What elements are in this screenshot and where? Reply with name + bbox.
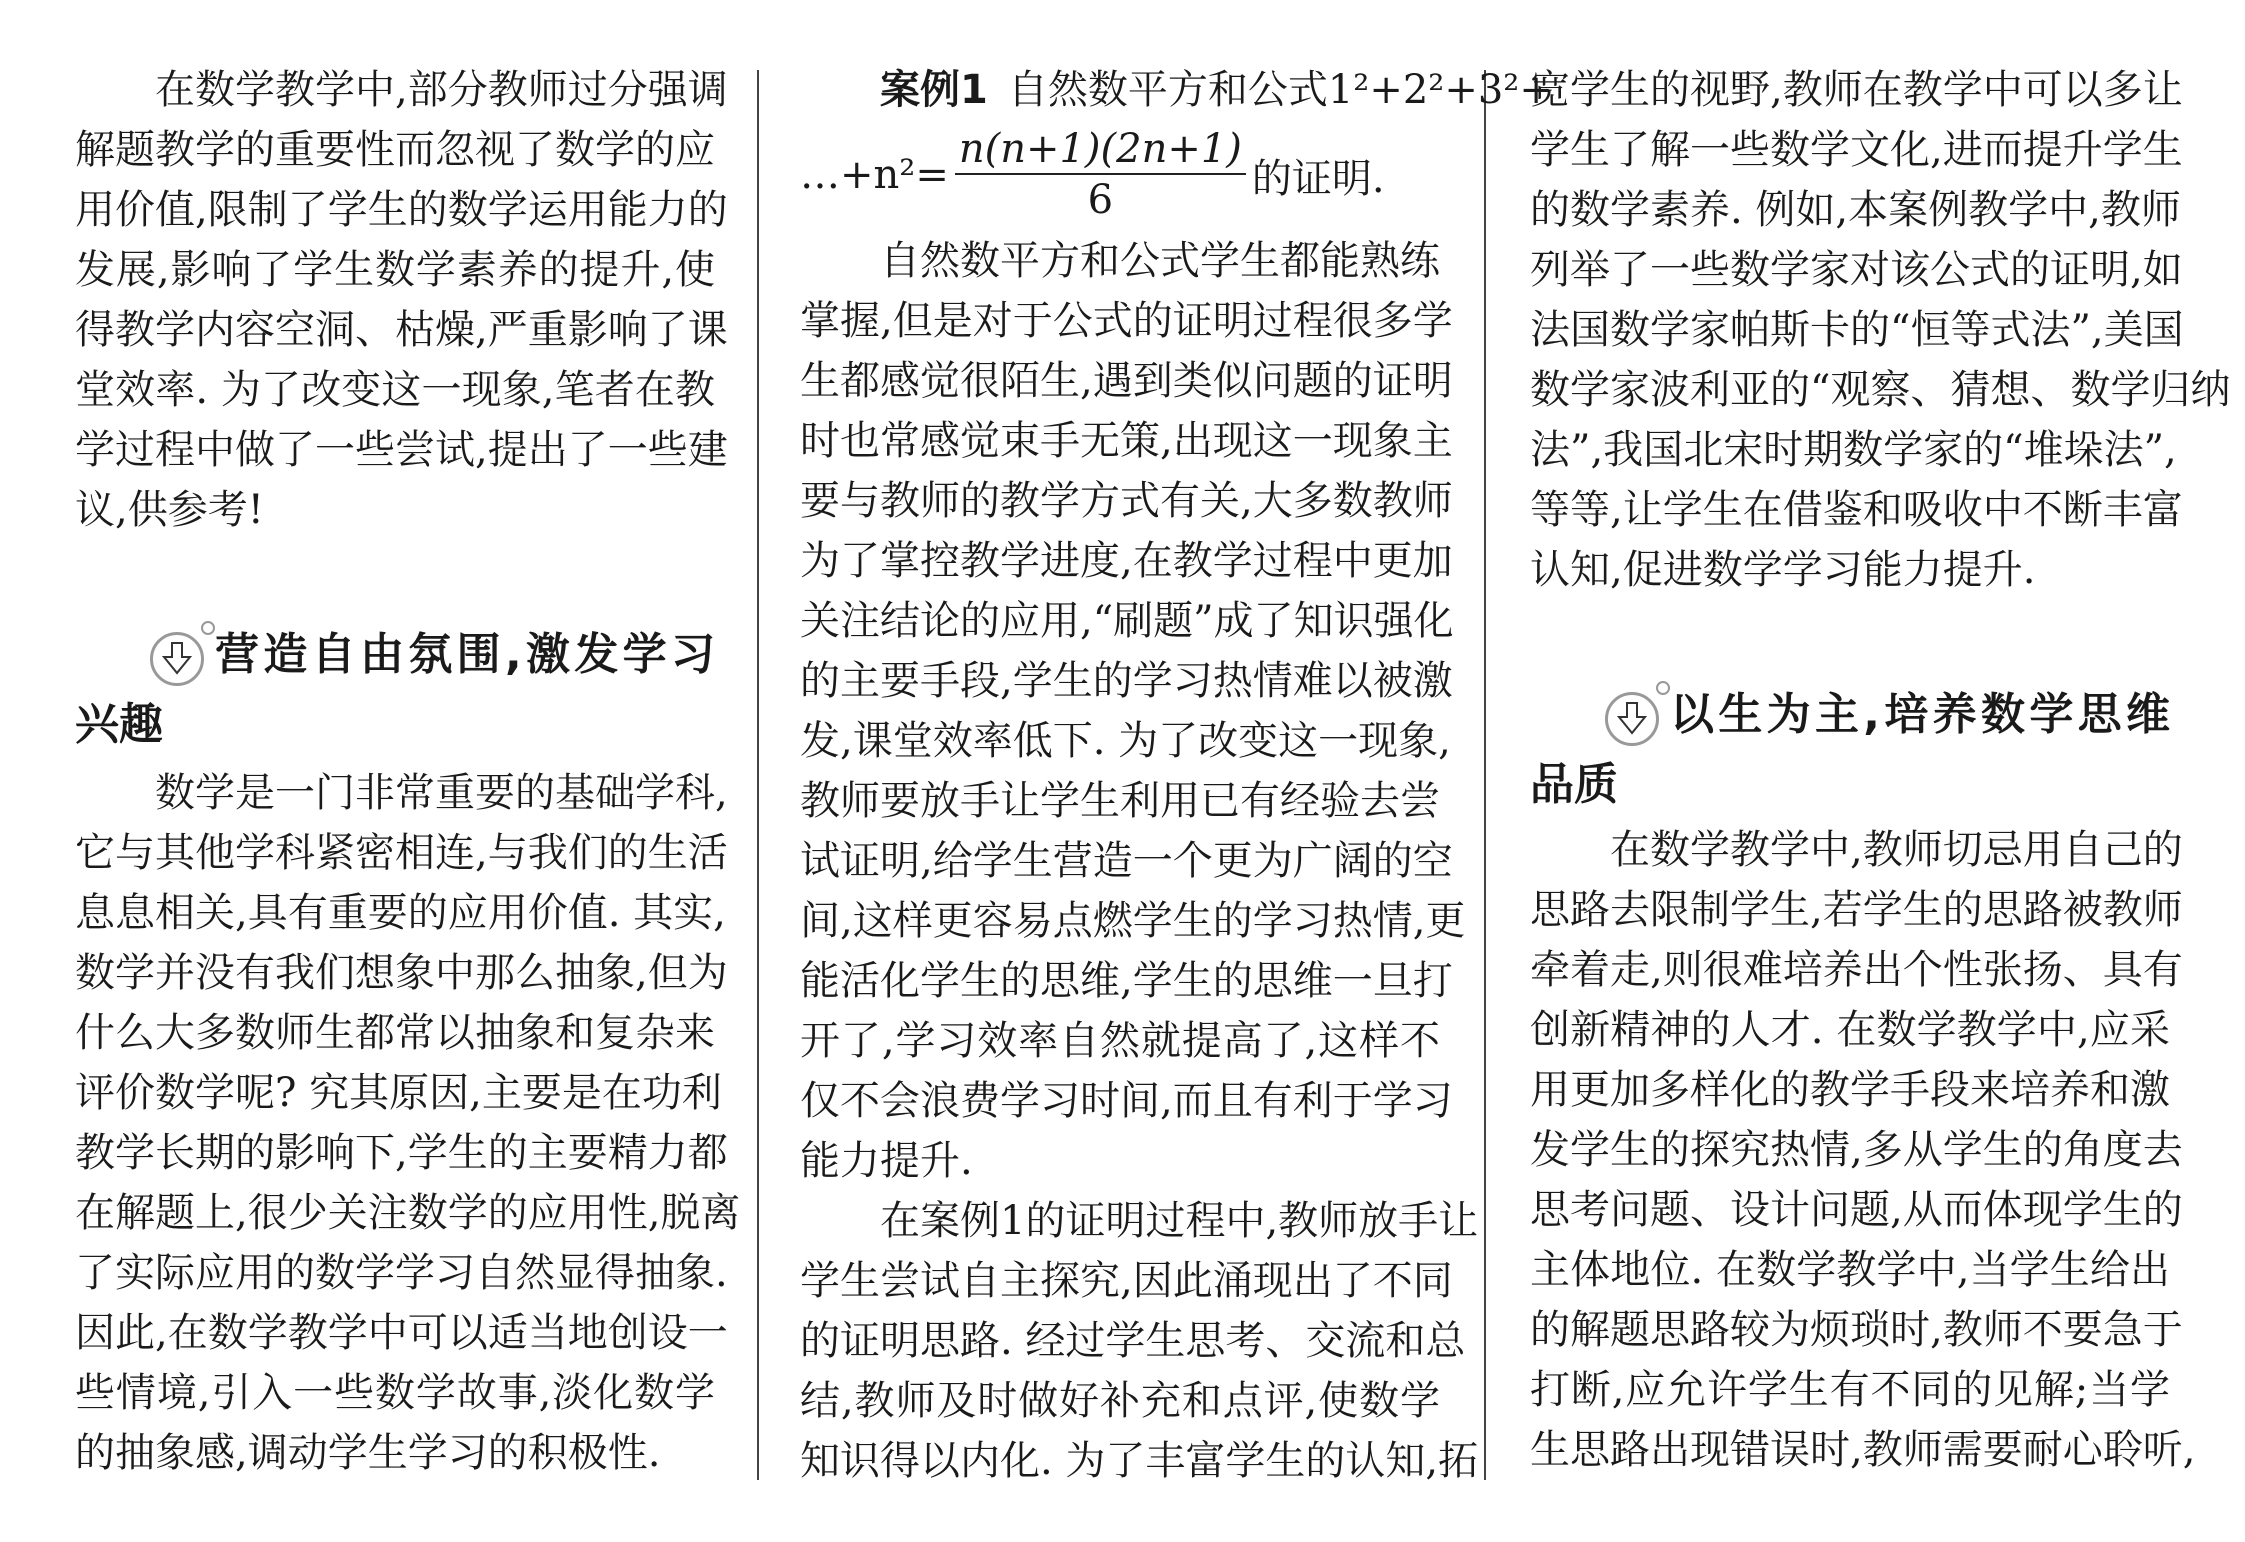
text-line: 开了,学习效率自然就提高了,这样不 — [800, 1018, 1440, 1064]
text-line: 在数学教学中,教师切忌用自己的 — [1610, 827, 2183, 873]
text-line: 数学家波利亚的“观察、猜想、数学归纳 — [1530, 367, 2231, 413]
text-line: 能力提升. — [800, 1138, 973, 1184]
column-divider — [757, 70, 759, 1480]
text-line: 创新精神的人才. 在数学教学中,应采 — [1530, 1007, 2170, 1053]
text-line: 关注结论的应用,“刷题”成了知识强化 — [800, 598, 1454, 644]
text-line: 议,供参考! — [75, 487, 264, 533]
text-line: 用更加多样化的教学手段来培养和激 — [1530, 1067, 2170, 1113]
text-line: 评价数学呢? 究其原因,主要是在功利 — [75, 1070, 722, 1116]
text-line: 数学并没有我们想象中那么抽象,但为 — [75, 950, 728, 996]
fraction-denominator: 6 — [1087, 177, 1114, 223]
text-line: 的证明思路. 经过学生思考、交流和总 — [800, 1318, 1466, 1364]
text-line: 列举了一些数学家对该公式的证明,如 — [1530, 247, 2183, 293]
text-line: 它与其他学科紧密相连,与我们的生活 — [75, 830, 728, 876]
formula — [800, 120, 1440, 230]
text-line: 仅不会浪费学习时间,而且有利于学习 — [800, 1078, 1453, 1124]
text-line: 教师要放手让学生利用已有经验去尝 — [800, 778, 1440, 824]
text-line: 发,课堂效率低下. 为了改变这一现象, — [800, 718, 1451, 764]
paragraph — [800, 231, 1466, 1191]
text-line: 得教学内容空洞、枯燥,严重影响了课 — [75, 307, 728, 353]
text-line: 用价值,限制了学生的数学运用能力的 — [75, 187, 728, 233]
section-heading — [1530, 680, 2170, 820]
formula-suffix: 的证明. — [1251, 155, 1385, 202]
text-line: 时也常感觉束手无策,出现这一现象主 — [800, 418, 1453, 464]
fraction-numerator: n(n+1)(2n+1) — [955, 125, 1246, 175]
text-line: 生都感觉很陌生,遇到类似问题的证明 — [800, 358, 1453, 404]
text-line: 学过程中做了一些尝试,提出了一些建 — [75, 427, 728, 473]
text-line: 发展,影响了学生数学素养的提升,使 — [75, 247, 715, 293]
heading-text: 以生为主,培养数学思维 — [1670, 689, 2170, 740]
paragraph — [75, 763, 741, 1483]
text-line: 学生了解一些数学文化,进而提升学生 — [1530, 127, 2183, 173]
text-line: 知识得以内化. 为了丰富学生的认知,拓 — [800, 1438, 1479, 1484]
fraction — [955, 125, 1246, 225]
text-line: 发学生的探究热情,多从学生的角度去 — [1530, 1127, 2183, 1173]
case-label: 案例1 — [880, 67, 988, 113]
paragraph — [75, 60, 728, 540]
text-line: 等等,让学生在借鉴和吸收中不断丰富 — [1530, 487, 2183, 533]
text-line: 息息相关,具有重要的应用价值. 其实, — [75, 890, 726, 936]
text-line: 宽学生的视野,教师在教学中可以多让 — [1530, 67, 2183, 113]
text-line: 打断,应允许学生有不同的见解;当学 — [1530, 1367, 2170, 1413]
text-line: 试证明,给学生营造一个更为广阔的空 — [800, 838, 1453, 884]
paragraph — [800, 1191, 1479, 1491]
heading-line — [75, 620, 715, 690]
column-divider — [1484, 70, 1486, 1480]
text-line: 学生尝试自主探究,因此涌现出了不同 — [800, 1258, 1453, 1304]
text-line: 些情境,引入一些数学故事,淡化数学 — [75, 1370, 715, 1416]
text-line: 数学是一门非常重要的基础学科, — [155, 770, 728, 816]
heading-text: 兴趣 — [75, 699, 163, 750]
text-line: 因此,在数学教学中可以适当地创设一 — [75, 1310, 728, 1356]
paragraph — [1530, 820, 2196, 1480]
heading-line-continued — [1530, 750, 2170, 820]
text-line: 掌握,但是对于公式的证明过程很多学 — [800, 298, 1453, 344]
text-line: 思考问题、设计问题,从而体现学生的 — [1530, 1187, 2183, 1233]
text-line: 的主要手段,学生的学习热情难以被激 — [800, 658, 1453, 704]
text-line: 堂效率. 为了改变这一现象,笔者在教 — [75, 367, 715, 413]
case-title-line — [800, 60, 1553, 120]
text-line: 什么大多数师生都常以抽象和复杂来 — [75, 1010, 715, 1056]
formula-left: …+n²= — [800, 152, 949, 198]
text-line: 要与教师的教学方式有关,大多数教师 — [800, 478, 1453, 524]
text-line: 能活化学生的思维,学生的思维一旦打 — [800, 958, 1453, 1004]
down-arrow-icon — [1605, 692, 1659, 746]
down-arrow-icon — [150, 632, 204, 686]
text-line: 认知,促进数学学习能力提升. — [1530, 547, 2036, 593]
section-heading — [75, 620, 715, 760]
text-line: 牵着走,则很难培养出个性张扬、具有 — [1530, 947, 2183, 993]
text-line: 的数学素养. 例如,本案例教学中,教师 — [1530, 187, 2181, 233]
case-heading — [800, 60, 1553, 230]
heading-text: 营造自由氛围,激发学习 — [215, 629, 715, 680]
heading-text: 品质 — [1530, 759, 1618, 810]
case-title: 自然数平方和公式1²+2²+3²+ — [1007, 67, 1553, 113]
text-line: 解题教学的重要性而忽视了数学的应 — [75, 127, 715, 173]
text-line: 在解题上,很少关注数学的应用性,脱离 — [75, 1190, 741, 1236]
text-line: 结,教师及时做好补充和点评,使数学 — [800, 1378, 1440, 1424]
text-line: 教学长期的影响下,学生的主要精力都 — [75, 1130, 728, 1176]
text-line: 的抽象感,调动学生学习的积极性. — [75, 1430, 661, 1476]
text-line: 思路去限制学生,若学生的思路被教师 — [1530, 887, 2183, 933]
text-line: 法国数学家帕斯卡的“恒等式法”,美国 — [1530, 307, 2184, 353]
paragraph — [1530, 60, 2231, 600]
text-line: 自然数平方和公式学生都能熟练 — [880, 238, 1440, 284]
text-line: 在数学教学中,部分教师过分强调 — [155, 67, 728, 113]
text-line: 法”,我国北宋时期数学家的“堆垛法”, — [1530, 427, 2177, 473]
heading-line-continued — [75, 690, 715, 760]
text-line: 的解题思路较为烦琐时,教师不要急于 — [1530, 1307, 2183, 1353]
text-line: 在案例1的证明过程中,教师放手让 — [880, 1198, 1479, 1244]
text-line: 生思路出现错误时,教师需要耐心聆听, — [1530, 1427, 2196, 1473]
heading-line — [1530, 680, 2170, 750]
text-line: 间,这样更容易点燃学生的学习热情,更 — [800, 898, 1466, 944]
text-line: 了实际应用的数学学习自然显得抽象. — [75, 1250, 728, 1296]
text-line: 主体地位. 在数学教学中,当学生给出 — [1530, 1247, 2170, 1293]
text-line: 为了掌控教学进度,在教学过程中更加 — [800, 538, 1453, 584]
